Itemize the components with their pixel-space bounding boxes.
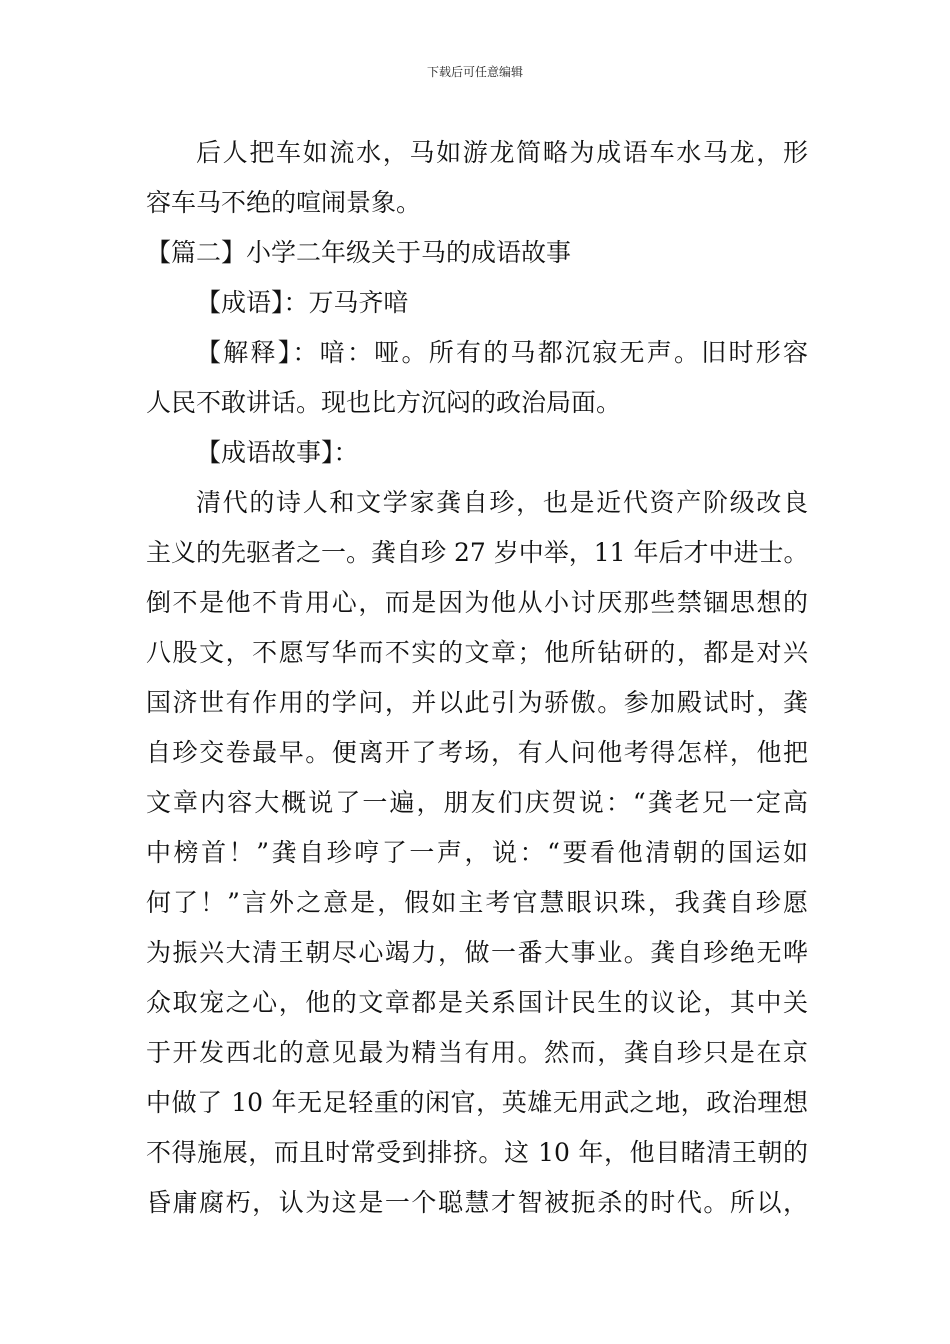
story-line: 倒不是他不肯用心，而是因为他从小讨厌那些禁锢思想的	[146, 588, 808, 617]
explanation-line: 【解释】：喑：哑。所有的马都沉寂无声。旧时形容	[196, 338, 808, 367]
story-line: 众取宠之心，他的文章都是关系国计民生的议论，其中关	[146, 988, 808, 1017]
story-line: 国济世有作用的学问，并以此引为骄傲。参加殿试时，龚	[146, 688, 808, 717]
story-line: 自珍交卷最早。便离开了考场，有人问他考得怎样，他把	[146, 738, 808, 767]
story-line: 清代的诗人和文学家龚自珍，也是近代资产阶级改良	[196, 488, 808, 517]
story-line: 中做了 10 年无足轻重的闲官，英雄无用武之地，政治理想	[146, 1088, 808, 1117]
story-line: 于开发西北的意见最为精当有用。然而，龚自珍只是在京	[146, 1038, 808, 1067]
story-heading: 【成语故事】：	[196, 438, 359, 467]
story-line: 何了！”言外之意是，假如主考官慧眼识珠，我龚自珍愿	[146, 888, 808, 917]
story-line: 八股文，不愿写华而不实的文章；他所钻研的，都是对兴	[146, 638, 808, 667]
story-line: 文章内容大概说了一遍，朋友们庆贺说：“龚老兄一定高	[146, 788, 808, 817]
story-line: 中榜首！”龚自珍哼了一声，说：“要看他清朝的国运如	[146, 838, 808, 867]
story-line: 主义的先驱者之一。龚自珍 27 岁中举，11 年后才中进士。	[146, 538, 809, 567]
explanation-line: 人民不敢讲话。现也比方沉闷的政治局面。	[146, 388, 622, 417]
story-line: 为振兴大清王朝尽心竭力，做一番大事业。龚自珍绝无哗	[146, 938, 808, 967]
story-line: 不得施展，而且时常受到排挤。这 10 年，他目睹清王朝的	[146, 1138, 808, 1167]
document-body	[146, 128, 808, 1228]
paragraph-line: 后人把车如流水，马如游龙简略为成语车水马龙，形	[196, 138, 808, 167]
page-header-note: 下载后可任意编辑	[426, 65, 523, 79]
story-line: 昏庸腐朽，认为这是一个聪慧才智被扼杀的时代。所以，	[146, 1188, 808, 1217]
paragraph-line: 容车马不绝的喧闹景象。	[146, 188, 422, 217]
section-heading: 【篇二】小学二年级关于马的成语故事	[146, 238, 572, 267]
idiom-line: 【成语】：万马齐喑	[196, 288, 409, 317]
